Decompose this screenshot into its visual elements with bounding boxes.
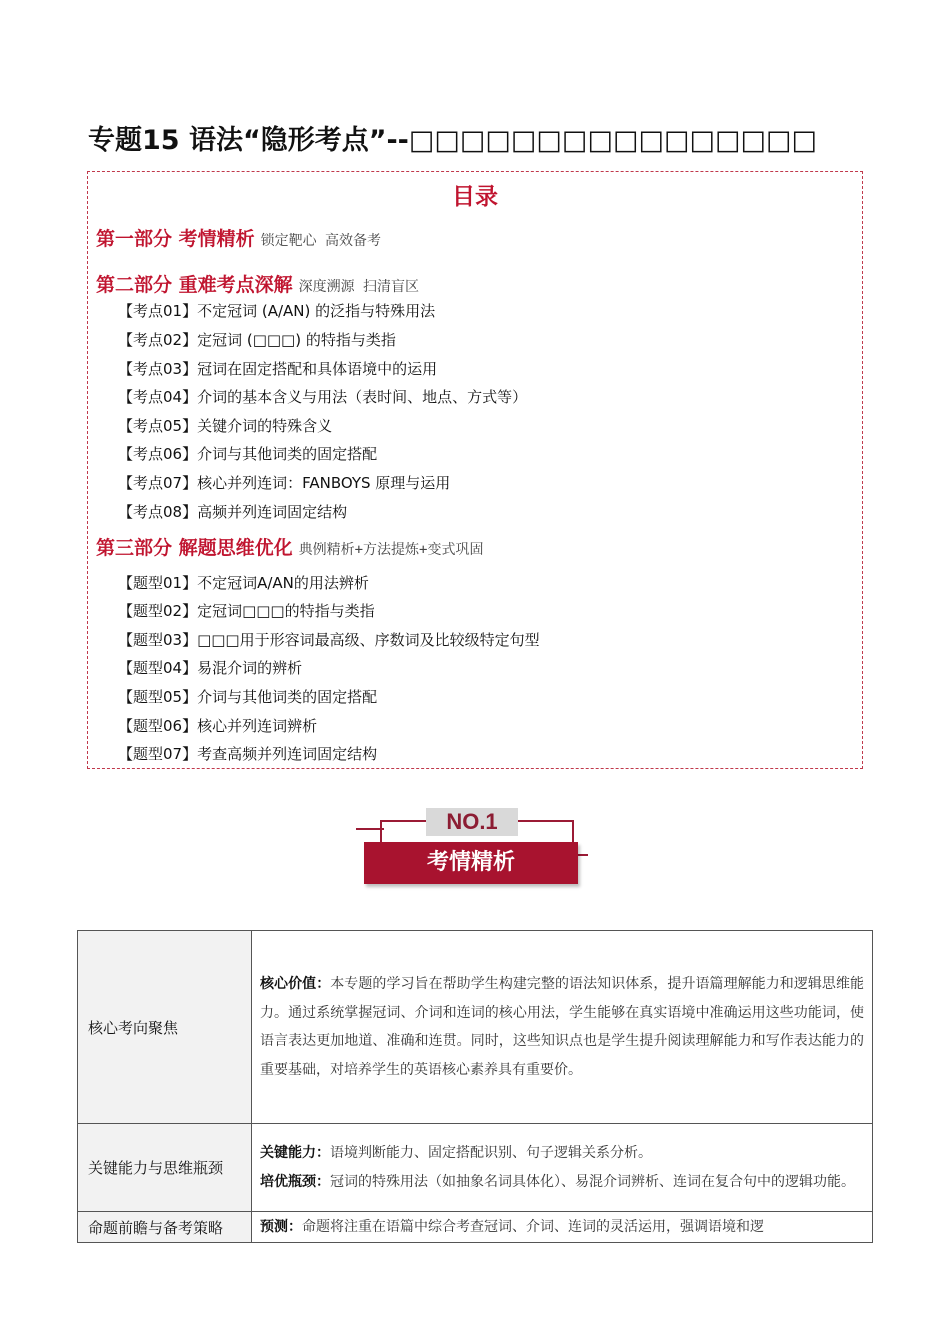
row-content-forecast: [252, 1212, 873, 1243]
toc-point-01[interactable]: 【考点01】不定冠词 (A/AN) 的泛指与特殊用法: [118, 302, 436, 320]
table-row: [78, 1212, 873, 1243]
toc-part-1-subtitle: 锁定靶心 高效备考: [260, 233, 382, 249]
toc-heading: 目录: [452, 184, 498, 210]
toc-point-07[interactable]: 【考点07】核心并列连词：FANBOYS 原理与运用: [118, 474, 451, 492]
toc-type-02[interactable]: 【题型02】定冠词□□□的特指与类指: [118, 602, 375, 620]
document-title: 专题15 语法“隐形考点”--□□□□□□□□□□□□□□□□: [88, 125, 818, 156]
toc-part-3[interactable]: [96, 533, 483, 560]
section-banner: [356, 806, 588, 886]
banner-line-left: [356, 828, 384, 830]
row-label-forecast: 命题前瞻与备考策略: [78, 1212, 252, 1243]
table-of-contents: [87, 171, 863, 769]
core-value-key: 核心价值：: [260, 976, 331, 992]
toc-point-06[interactable]: 【考点06】介词与其他词类的固定搭配: [118, 445, 378, 463]
toc-type-01[interactable]: 【题型01】不定冠词A/AN的用法辨析: [118, 574, 369, 592]
toc-part-2[interactable]: [96, 270, 419, 297]
toc-point-08[interactable]: 【考点08】高频并列连词固定结构: [118, 503, 348, 521]
key-ability-text: 语境判断能力、固定搭配识别、句子逻辑关系分析。: [330, 1145, 652, 1161]
banner-label: 考情精析: [364, 842, 578, 884]
table-row: [78, 1124, 873, 1212]
toc-point-02[interactable]: 【考点02】定冠词 (□□□) 的特指与类指: [118, 331, 396, 349]
forecast-text: 命题将注重在语篇中综合考查冠词、介词、连词的灵活运用，强调语境和逻: [302, 1218, 764, 1235]
row-content-key-ability: [252, 1124, 873, 1212]
key-ability-key: 关键能力：: [260, 1145, 330, 1161]
toc-part-1[interactable]: [96, 224, 381, 251]
toc-part-2-subtitle: 深度溯源 扫清盲区: [298, 279, 420, 295]
row-content-core-focus: [252, 931, 873, 1124]
analysis-table: [77, 930, 873, 1243]
toc-type-04[interactable]: 【题型04】易混介词的辨析: [118, 659, 303, 677]
toc-point-04[interactable]: 【考点04】介词的基本含义与用法（表时间、地点、方式等）: [118, 388, 528, 406]
bottleneck-text: 冠词的特殊用法（如抽象名词具体化）、易混介词辨析、连词在复合句中的逻辑功能。: [330, 1173, 855, 1190]
toc-point-03[interactable]: 【考点03】冠词在固定搭配和具体语境中的运用: [118, 360, 438, 378]
toc-part-3-subtitle: 典例精析+方法提炼+变式巩固: [298, 542, 484, 558]
toc-part-2-name: 第二部分 重难考点深解: [96, 274, 293, 296]
toc-part-3-name: 第三部分 解题思维优化: [96, 537, 293, 559]
toc-type-03[interactable]: 【题型03】□□□用于形容词最高级、序数词及比较级特定句型: [118, 631, 540, 649]
row-label-key-ability: 关键能力与思维瓶颈: [78, 1124, 252, 1212]
toc-type-07[interactable]: 【题型07】考查高频并列连词固定结构: [118, 745, 378, 763]
row-label-core-focus: 核心考向聚焦: [78, 931, 252, 1124]
forecast-key: 预测：: [260, 1218, 302, 1235]
toc-type-05[interactable]: 【题型05】介词与其他词类的固定搭配: [118, 688, 378, 706]
toc-point-05[interactable]: 【考点05】关键介词的特殊含义: [118, 417, 333, 435]
table-row: [78, 931, 873, 1124]
toc-type-06[interactable]: 【题型06】核心并列连词辨析: [118, 717, 318, 735]
core-value-text: 本专题的学习旨在帮助学生构建完整的语法知识体系，提升语篇理解能力和逻辑思维能力。通过系统掌握冠词、介词和连词的核心用法，学生能够在真实语境中准确运用这些功能词，使语言表达更加地道、准确和连贯。同时，这些知识点也是学生提升阅读理解能力和写作表达能力的重要基础，对培养学生的英语核心素养具有重要价。: [260, 976, 865, 1078]
banner-number-tag: NO.1: [426, 808, 518, 836]
toc-part-1-name: 第一部分 考情精析: [96, 228, 255, 250]
bottleneck-key: 培优瓶颈：: [260, 1173, 330, 1190]
